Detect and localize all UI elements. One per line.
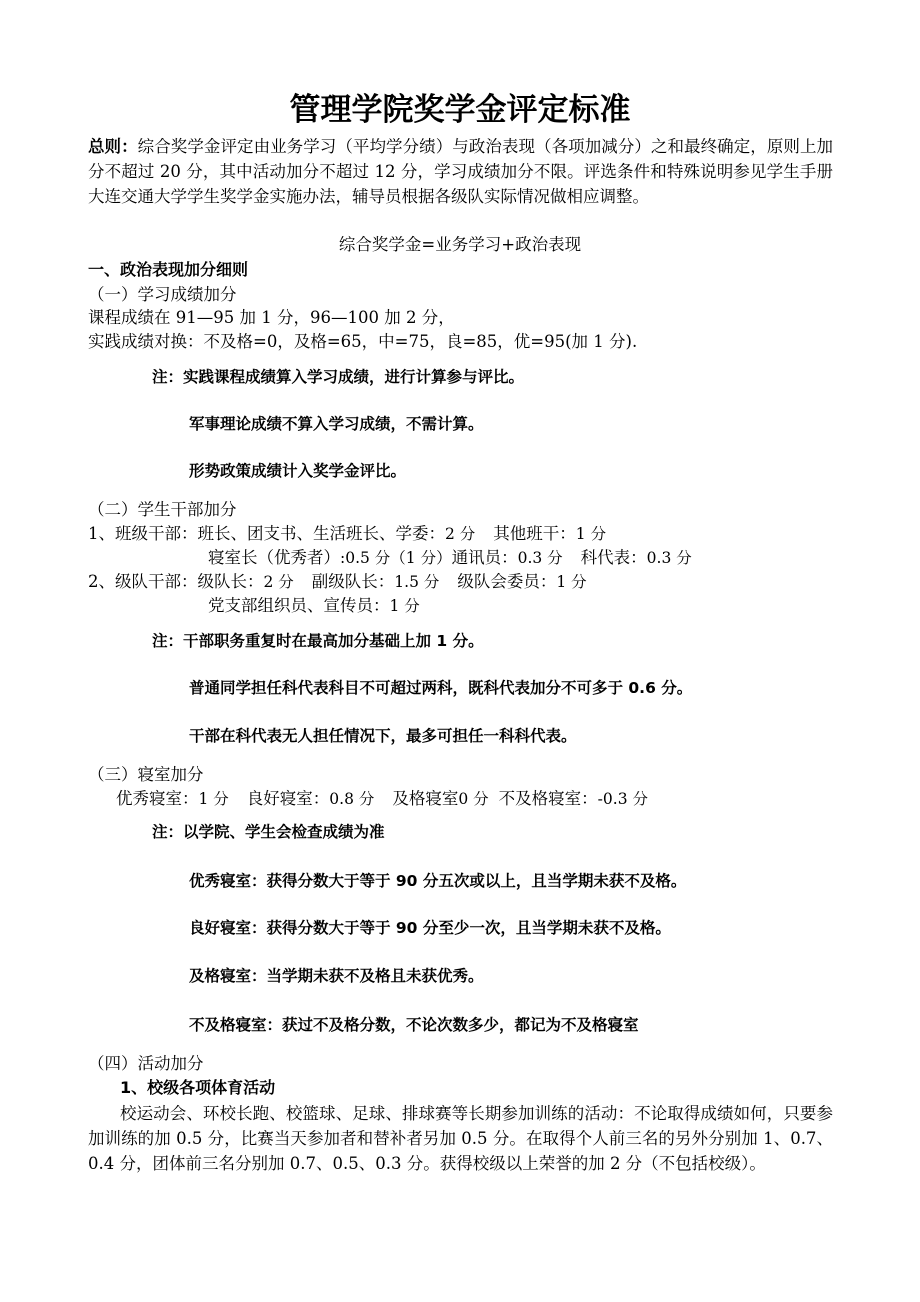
pass-dorm-label: 及格寝室: [392, 789, 459, 808]
subject-rep-role: 科代表：: [580, 548, 647, 567]
study-line1: 课程成绩在 91—95 加 1 分，96—100 加 2 分，: [88, 308, 455, 327]
dorm-note-1: 注：以学院、学生会检查成绩为准: [152, 823, 385, 841]
team-cadre-line1: [88, 570, 587, 594]
fail-dorm-score: -0.3 分: [597, 790, 648, 808]
cadre-heading: （二）学生干部加分: [88, 500, 237, 519]
study-note-1: 注：实践课程成绩算入学习成绩，进行计算参与评比。: [152, 368, 525, 386]
team-leader-role: 级队长：: [197, 572, 264, 591]
cadre-note-2: 普通同学担任科代表科目不可超过两科，既科代表加分不可多于 0.6 分。: [189, 679, 693, 697]
activity-paragraph: 校运动会、环校长跑、校篮球、足球、排球赛等长期参加训练的活动：不论取得成绩如何，只要参加训练的加 0.5 分，比赛当天参加者和替补者另加 0.5 分。在取得个人前三名的另外分别加 1、0.7、0.4 分，团体前三名分别加 0.7、0.5、0.3 分。获得校级以上荣誉的加 2 分（不包括校级）。: [88, 1104, 833, 1173]
study-heading: （一）学习成绩加分: [88, 285, 237, 304]
dorm-note-5: 不及格寝室：获过不及格分数，不论次数多少，都记为不及格寝室: [189, 1016, 639, 1034]
excellent-dorm-label: 优秀寝室：: [116, 789, 199, 808]
cadre-note-3: 干部在科代表无人担任情况下，最多可担任一科科代表。: [189, 727, 577, 745]
correspondent-role: 通讯员：: [451, 548, 518, 567]
general-paragraph: [88, 134, 833, 209]
subject-rep-score: 0.3 分: [646, 549, 692, 567]
activity-heading: （四）活动加分: [88, 1054, 204, 1073]
study-line2: 实践成绩对换：不及格=0，及格=65，中=75，良=85，优=95(加 1 分).: [88, 332, 638, 351]
team-committee-score: 1 分: [556, 573, 587, 591]
excellent-dorm-score: 1 分: [198, 790, 229, 808]
page-title: 管理学院奖学金评定标准: [289, 92, 631, 128]
party-officer-role: 党支部组织员、宣传员：: [208, 596, 390, 615]
study-note-2: 军事理论成绩不算入学习成绩，不需计算。: [189, 415, 484, 433]
fail-dorm-label: 不及格寝室：: [498, 789, 598, 808]
dorm-scores-line: [116, 787, 648, 811]
dorm-leader-score: :0.5 分（1 分）: [340, 549, 452, 567]
vice-team-leader-score: 1.5 分: [394, 573, 440, 591]
team-committee-role: 级队会委员：: [457, 572, 557, 591]
activity-sub1-heading: 1、校级各项体育活动: [120, 1078, 276, 1097]
dorm-note-2: 优秀寝室：获得分数大于等于 90 分五次或以上，且当学期未获不及格。: [189, 872, 687, 890]
correspondent-score: 0.3 分: [517, 549, 563, 567]
team-leader-score: 2 分: [263, 573, 294, 591]
team-cadre-line2: [208, 594, 420, 618]
general-label: 总则：: [88, 137, 138, 156]
study-note-3: 形势政策成绩计入奖学金评比。: [189, 462, 407, 480]
dorm-leader-role: 寝室长（优秀者）: [208, 548, 340, 567]
class-cadre-line1: [88, 522, 606, 546]
dorm-heading: （三）寝室加分: [88, 765, 204, 784]
class-cadre-score: 2 分: [445, 525, 476, 543]
class-cadre-line2: [208, 546, 692, 570]
dorm-note-4: 及格寝室：当学期未获不及格且未获优秀。: [189, 967, 484, 985]
other-cadre-score: 1 分: [575, 525, 607, 543]
dorm-note-3: 良好寝室：获得分数大于等于 90 分至少一次，且当学期未获不及格。: [189, 919, 671, 937]
party-officer-score: 1 分: [389, 597, 420, 615]
general-text: 综合奖学金评定由业务学习（平均学分绩）与政治表现（各项加减分）之和最终确定，原则上加分不超过 20 分，其中活动加分不超过 12 分，学习成绩加分不限。评选条件和特殊说明参见学生手册大连交通大学学生奖学金实施办法，辅导员根据各级队实际情况做相应调整。: [88, 137, 834, 206]
class-cadre-roles: 班长、团支书、生活班长、学委：: [197, 524, 445, 543]
other-cadre-role: 其他班干：: [493, 524, 576, 543]
good-dorm-label: 良好寝室：: [246, 789, 330, 808]
vice-team-leader-role: 副级队长：: [311, 572, 395, 591]
team-cadre-label: 2、级队干部：: [88, 572, 198, 591]
cadre-note-1: 注：干部职务重复时在最高加分基础上加 1 分。: [152, 632, 484, 650]
good-dorm-score: 0.8 分: [329, 790, 375, 808]
formula-line: 综合奖学金=业务学习+政治表现: [338, 235, 582, 254]
class-cadre-label: 1、班级干部：: [88, 524, 198, 543]
section1-heading: 一、政治表现加分细则: [88, 260, 249, 279]
pass-dorm-score: 0 分: [458, 790, 489, 808]
